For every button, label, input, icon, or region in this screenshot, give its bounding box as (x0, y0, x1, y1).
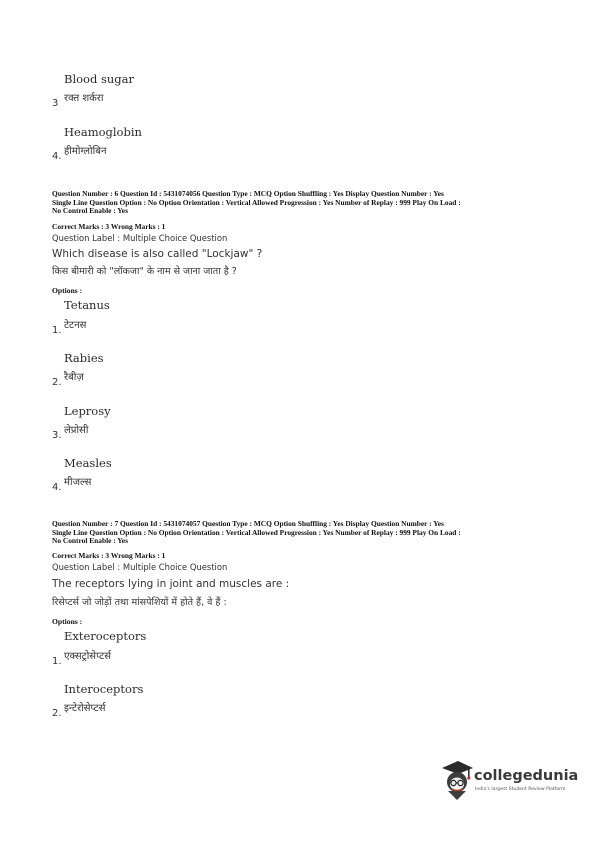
q6-option-4-hi: मीजल्स (64, 477, 92, 488)
q6-option-1-hi: टेटनस (64, 320, 87, 331)
q6-option-2-hi: रैबीज़ (64, 372, 84, 383)
q6-question-text-hi: किस बीमारी को "लॉकजा" के नाम से जाना जाता है ? (52, 266, 237, 277)
prev-option-4-num: 4. (52, 151, 62, 162)
prev-option-4-en: Heamoglobin (64, 125, 142, 139)
q6-question-text-en: Which disease is also called "Lockjaw" ? (52, 248, 263, 260)
q6-option-4-en: Measles (64, 456, 112, 470)
q7-option-1-num: 1. (52, 656, 62, 667)
logo-name: collegedunia (474, 768, 579, 784)
q6-option-2-en: Rabies (64, 351, 104, 365)
q7-question-text-hi: रिसेप्टर्स जो जोड़ों तथा मांसपेशियों में होते हैं, वे हैं : (52, 597, 227, 608)
q6-marks: Correct Marks : 3 Wrong Marks : 1 (52, 222, 166, 231)
q6-option-3-hi: लेप्रोसी (64, 425, 89, 436)
graduate-cap-mascot-icon (440, 758, 474, 802)
prev-option-3-en: Blood sugar (64, 72, 135, 86)
q7-meta-line2: Single Line Question Option : No Option Orientation : Vertical Allowed Progression : Yes Number of Replay : 999 Play On Load : (52, 527, 461, 537)
q7-options-heading: Options : (52, 617, 83, 626)
q6-option-1-en: Tetanus (64, 298, 110, 312)
q7-option-2-en: Interoceptors (64, 682, 144, 696)
q7-option-1-en: Exteroceptors (64, 629, 147, 643)
q6-option-1-num: 1. (52, 325, 62, 336)
q6-meta (52, 190, 461, 216)
q6-meta-line2: Single Line Question Option : No Option Orientation : Vertical Allowed Progression : Yes Number of Replay : 999 Play On Load : (52, 197, 461, 207)
logo-tagline: India's largest Student Review Platform (475, 787, 566, 792)
q7-option-1-hi: एक्सट्रोसेप्टर्स (64, 651, 111, 662)
collegedunia-logo (440, 758, 580, 804)
q6-meta-line1: Question Number : 6 Question Id : 5431074056 Question Type : MCQ Option Shuffling : Yes Display Question Number : Yes (52, 189, 444, 198)
q7-marks: Correct Marks : 3 Wrong Marks : 1 (52, 551, 166, 560)
q6-meta-line3: No Control Enable : Yes (52, 206, 128, 216)
prev-option-4-hi: हीमोग्लोबिन (64, 146, 107, 157)
prev-option-3-num: 3 (52, 98, 59, 109)
q6-question-label: Question Label : Multiple Choice Question (52, 233, 228, 243)
q7-question-label: Question Label : Multiple Choice Question (52, 562, 228, 572)
q6-option-3-num: 3. (52, 430, 62, 441)
q6-option-4-num: 4. (52, 482, 62, 493)
q6-option-2-num: 2. (52, 377, 62, 388)
q6-option-3-en: Leprosy (64, 404, 111, 418)
q7-meta (52, 520, 461, 546)
q6-options-heading: Options : (52, 286, 83, 295)
q7-option-2-num: 2. (52, 708, 62, 719)
q7-question-text-en: The receptors lying in joint and muscles are : (52, 578, 290, 590)
q7-meta-line1: Question Number : 7 Question Id : 5431074057 Question Type : MCQ Option Shuffling : Yes Display Question Number : Yes (52, 519, 444, 528)
q7-option-2-hi: इन्टेरोसेप्टर्स (64, 703, 106, 714)
q7-meta-line3: No Control Enable : Yes (52, 536, 128, 546)
prev-option-3-hi: रक्त शर्करा (64, 93, 104, 104)
